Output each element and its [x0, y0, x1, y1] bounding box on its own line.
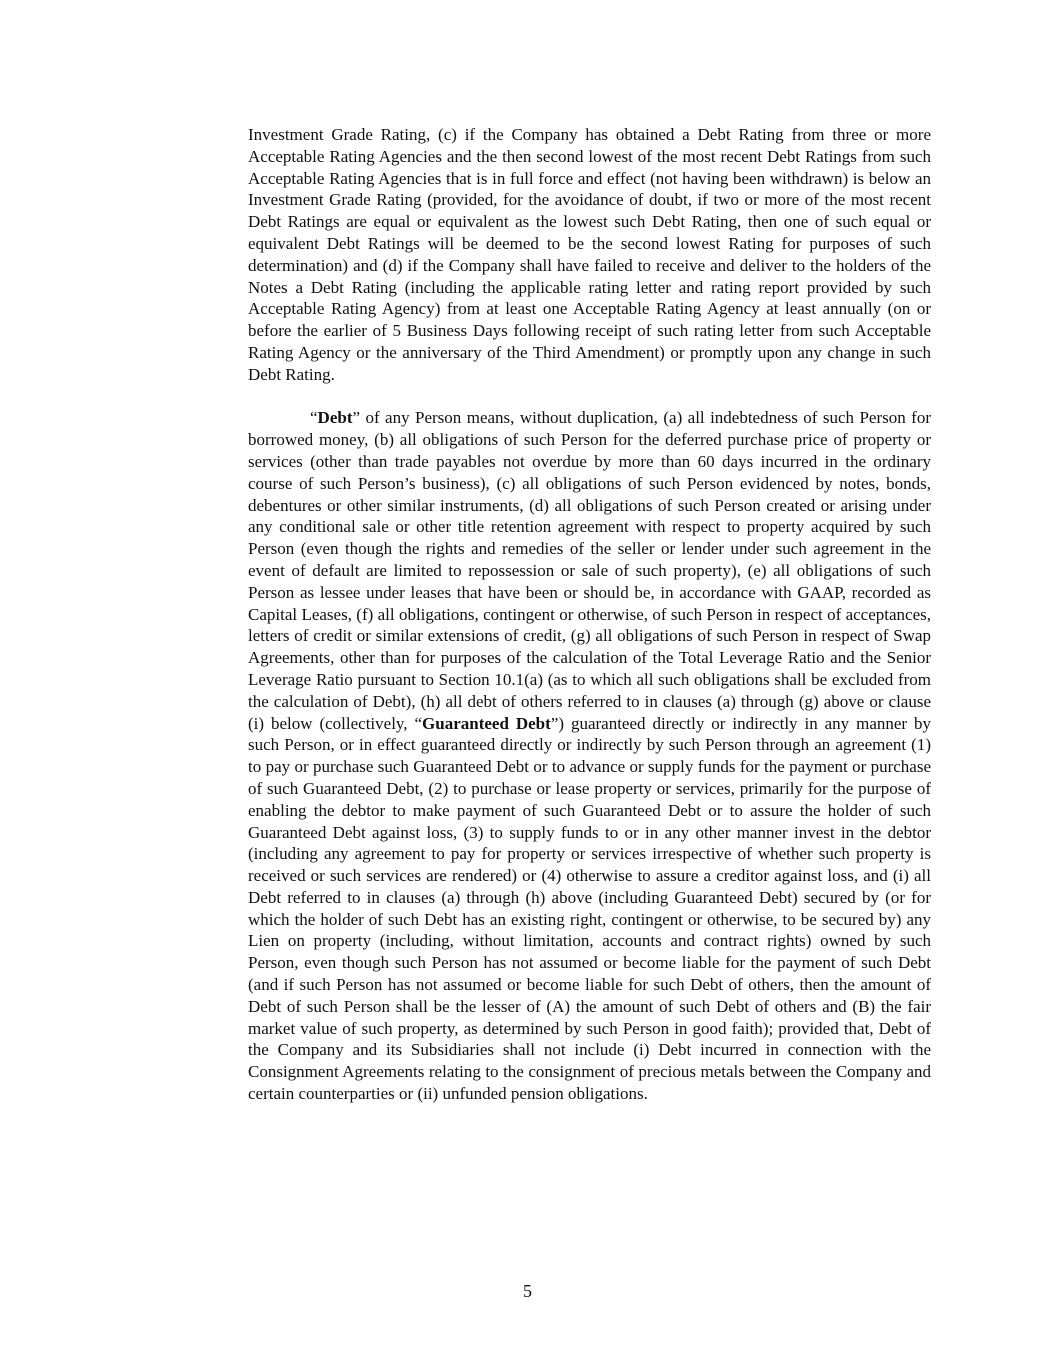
debt-definition-text-part-2: ”) guaranteed directly or indirectly in any manner by such Person, or in effect guaranteed directly or indirectly by such Person through an agreement (1) to pay or purchase such Guaranteed Debt or to advance or supply funds for the payment or purchase of such Guaranteed Debt, (2) to purchase or lease property or services, primarily for the purpose of enabling the debtor to make payment of such Guaranteed Debt or to assure the holder of such Guaranteed Debt against loss, (3) to supply funds to or in any other manner invest in the debtor (including any agreement to pay for property or services irrespective of whether such property is received or such services are rendered) or (4) otherwise to assure a creditor against loss, and (i) all Debt referred to in clauses (a) through (h) above (including Guaranteed Debt) secured by (or for which the holder of such Debt has an existing right, contingent or otherwise, to be secured by) any Lien on property (including, without limitation, accounts and contract rights) owned by such Person, even though such Person has not assumed or become liable for the payment of such Debt (and if such Person has not assumed or become liable for such Debt of others, then the amount of Debt of such Person shall be the lesser of (A) the amount of such Debt of others and (B) the fair market value of such property, as determined by such Person in good faith); provided that, Debt of the Company and its Subsidiaries shall not include (i) Debt incurred in connection with the Consignment Agreements relating to the consignment of precious metals between the Company and certain counterparties or (ii) unfunded pension obligations. [248, 713, 932, 1104]
paragraph-investment-grade-rating: Investment Grade Rating, (c) if the Company has obtained a Debt Rating from three or more Acceptable Rating Agencies and the then second lowest of the most recent Debt Ratings from such Acceptable Rating Agencies that is in full force and effect (not having been withdrawn) is below an Investment Grade Rating (provided, for the avoidance of doubt, if two or more of the most recent Debt Ratings are equal or equivalent as the lowest such Debt Rating, then one of such equal or equivalent Debt Ratings will be deemed to be the second lowest Rating for purposes of such determination) and (d) if the Company shall have failed to receive and deliver to the holders of the Notes a Debt Rating (including the applicable rating letter and rating report provided by such Acceptable Rating Agency) from at least one Acceptable Rating Agency at least annually (on or before the earlier of 5 Business Days following receipt of such rating letter from such Acceptable Rating Agency or the anniversary of the Third Amendment) or promptly upon any change in such Debt Rating. [248, 125, 931, 384]
defined-term-guaranteed-debt: Guaranteed Debt [422, 713, 551, 733]
defined-term-debt: Debt [317, 408, 353, 428]
page-number: 5 [523, 1281, 532, 1301]
paragraph-debt-definition [248, 407, 931, 1105]
open-quote: “ [310, 408, 318, 428]
document-body [248, 124, 931, 1105]
debt-definition-text-part-1: ” of any Person means, without duplication, (a) all indebtedness of such Person for borrowed money, (b) all obligations of such Person for the deferred purchase price of property or services (other than trade payables not overdue by more than 60 days incurred in the ordinary course of such Person’s business), (c) all obligations of such Person evidenced by notes, bonds, debentures or other similar instruments, (d) all obligations of such Person created or arising under any conditional sale or other title retention agreement with respect to property acquired by such Person (even though the rights and remedies of the seller or lender under such agreement in the event of default are limited to repossession or sale of such property), (e) all obligations of such Person as lessee under leases that have been or should be, in accordance with GAAP, recorded as Capital Leases, (f) all obligations, contingent or otherwise, of such Person in respect of acceptances, letters of credit or similar extensions of credit, (g) all obligations of such Person in respect of Swap Agreements, other than for purposes of the calculation of the Total Leverage Ratio and the Senior Leverage Ratio pursuant to Section 10.1(a) (as to which all such obligations shall be excluded from the calculation of Debt), (h) all debt of others referred to in clauses (a) through (g) above or clause (i) below (collectively, “ [248, 408, 931, 733]
